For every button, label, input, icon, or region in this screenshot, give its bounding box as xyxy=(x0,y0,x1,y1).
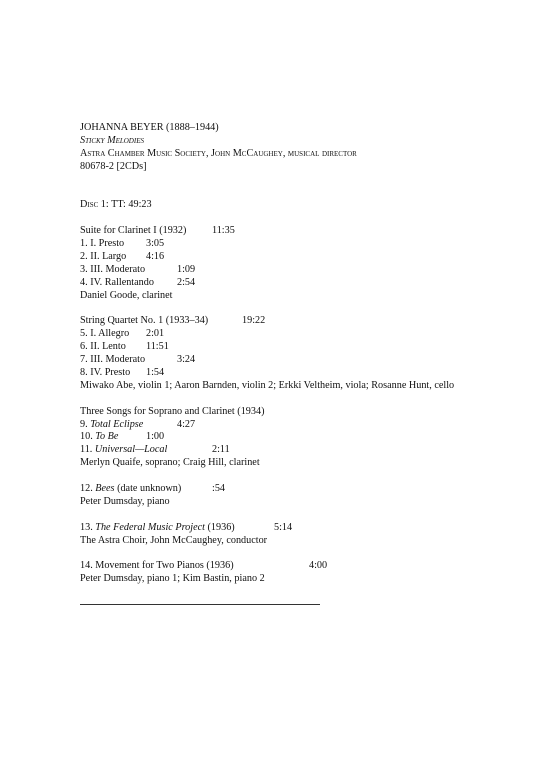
track-time: 4:16 xyxy=(146,250,165,262)
composer-name: JOHANNA BEYER (1888–1944) xyxy=(80,122,219,133)
performer-credits: Peter Dumsday, piano xyxy=(80,495,170,507)
track-row: 5. I. Allegro 2:01 xyxy=(80,328,165,340)
track-row: 12. Bees (date unknown) :54 xyxy=(80,482,226,494)
track-row: 4. IV. Rallentando 2:54 xyxy=(80,276,196,288)
footnote-separator xyxy=(80,604,320,605)
track-row: 14. Movement for Two Pianos (1936) 4:00 xyxy=(80,560,328,572)
track-row: 7. III. Moderato 3:24 xyxy=(80,354,196,366)
album-title: Sticky Melodies xyxy=(80,134,144,146)
track-time: 11:51 xyxy=(146,341,169,353)
performer-credits: The Astra Choir, John McCaughey, conductor xyxy=(80,534,268,546)
disc-total-time: : TT: 49:23 xyxy=(105,199,152,211)
work-title: Suite for Clarinet I (1932) 11:35 xyxy=(80,225,235,237)
track-time: 1:09 xyxy=(177,263,196,275)
liner-notes-track-list xyxy=(80,122,472,586)
track-row: 11. Universal—Local 2:11 xyxy=(80,444,230,456)
track-row: 8. IV. Presto 1:54 xyxy=(80,366,165,378)
track-time: 4:00 xyxy=(309,560,328,572)
track-time: 2:54 xyxy=(177,276,196,288)
track-time: 2:11 xyxy=(212,444,230,456)
track-time: 5:14 xyxy=(274,521,293,533)
track-time: 1:54 xyxy=(146,366,165,378)
track-row: 9. Total Eclipse 4:27 xyxy=(80,418,196,430)
work-title: Three Songs for Soprano and Clarinet (1934) xyxy=(80,405,265,417)
track-time: :54 xyxy=(212,482,226,494)
track-time: 3:24 xyxy=(177,354,196,366)
catalog-number: 80678-2 [2CDs] xyxy=(80,160,147,172)
work-title: String Quartet No. 1 (1933–34) 19:22 xyxy=(80,315,266,327)
disc-label: Disc 1 xyxy=(80,199,106,211)
performer-credits: Merlyn Quaife, soprano; Craig Hill, clarinet xyxy=(80,457,260,469)
disc-heading xyxy=(80,199,472,212)
track-row: 13. The Federal Music Project (1936) 5:14 xyxy=(80,521,293,533)
performer-credit: Astra Chamber Music Society, John McCaughey, musical director xyxy=(80,147,357,159)
track-row: 1. I. Presto 3:05 xyxy=(80,238,165,250)
performer-credits: Miwako Abe, violin 1; Aaron Barnden, violin 2; Erkki Veltheim, viola; Rosanne Hunt, cello xyxy=(80,379,455,391)
work-duration: 11:35 xyxy=(212,225,235,237)
performer-credits: Peter Dumsday, piano 1; Kim Bastin, piano 2 xyxy=(80,573,265,585)
work-duration: 19:22 xyxy=(242,315,266,327)
track-time: 4:27 xyxy=(177,418,196,430)
track-time: 2:01 xyxy=(146,328,165,340)
track-time: 3:05 xyxy=(146,238,165,250)
track-row: 6. II. Lento 11:51 xyxy=(80,341,169,353)
performer-credits: Daniel Goode, clarinet xyxy=(80,289,173,301)
track-time: 1:00 xyxy=(146,431,165,443)
track-row: 2. II. Largo 4:16 xyxy=(80,250,165,262)
track-row: 3. III. Moderato 1:09 xyxy=(80,263,196,275)
track-row: 10. To Be 1:00 xyxy=(80,431,165,443)
